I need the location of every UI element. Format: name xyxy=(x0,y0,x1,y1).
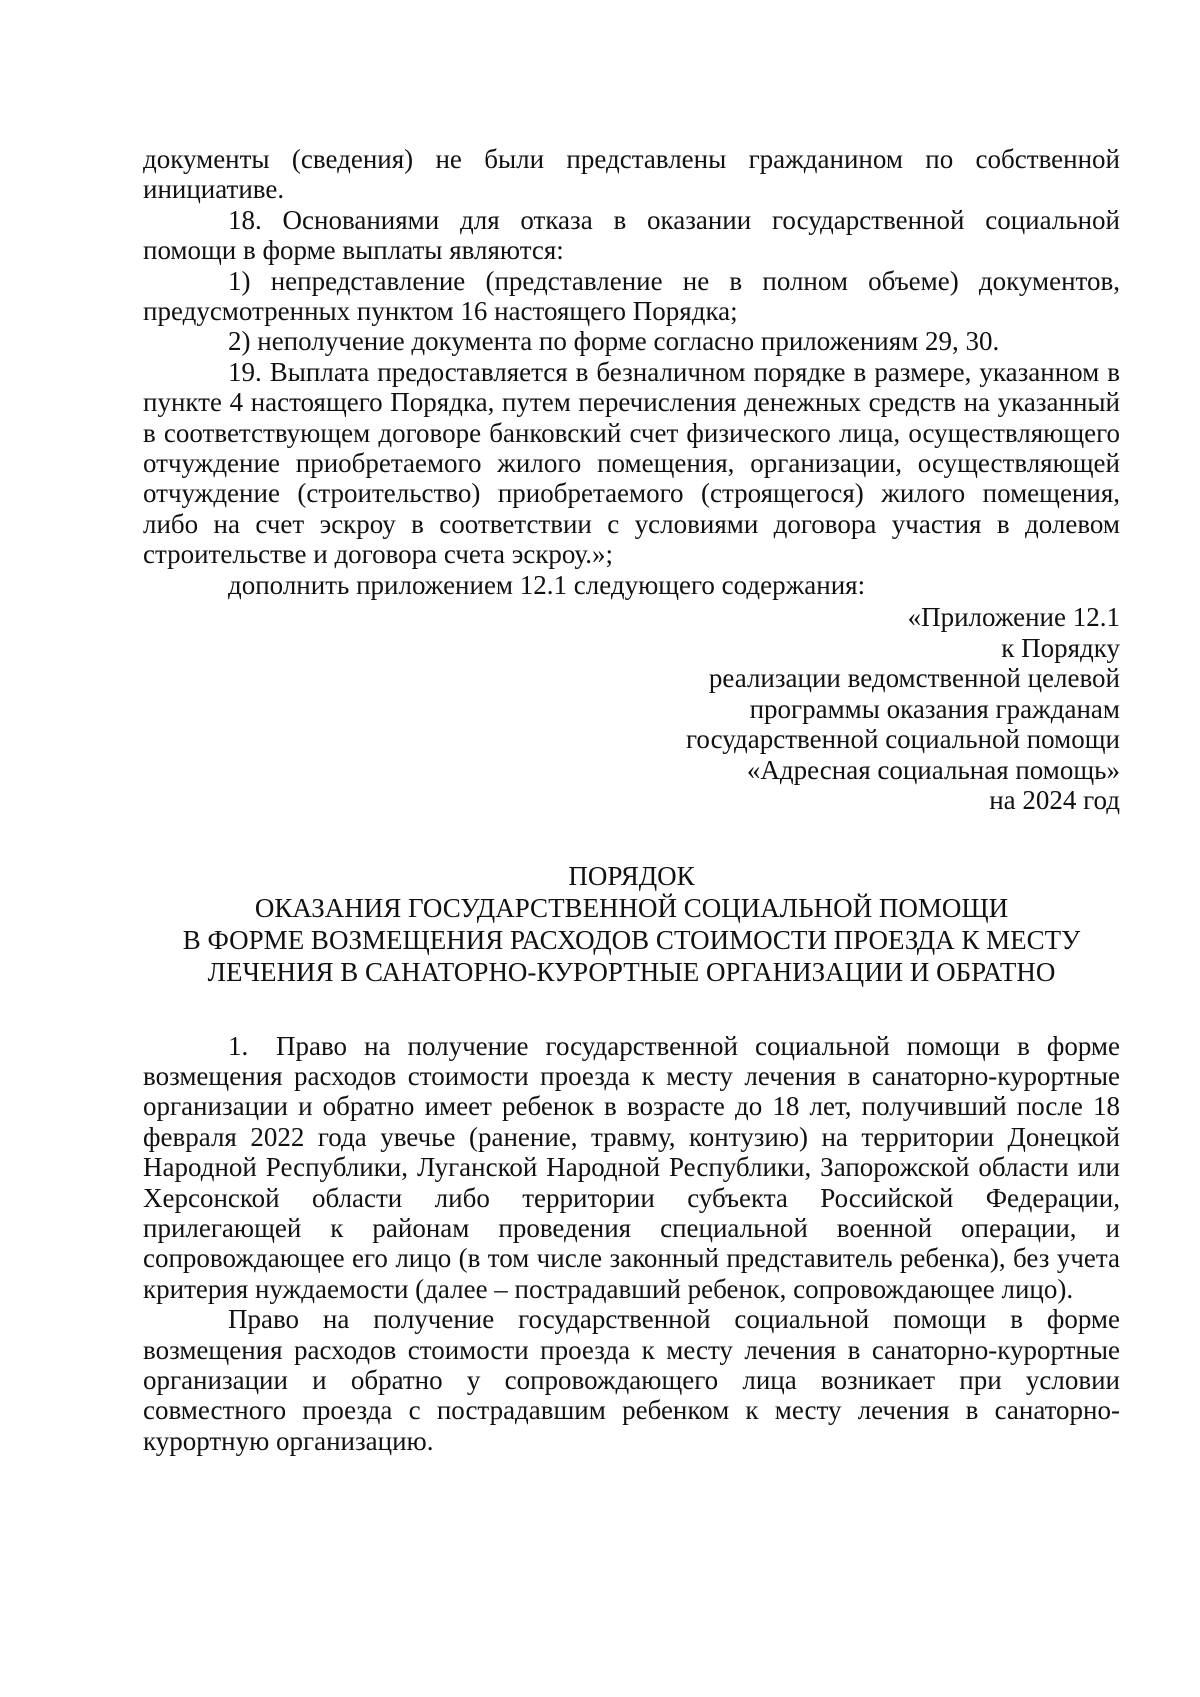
appendix-line: государственной социальной помощи xyxy=(686,724,1120,755)
paragraph-item-19: 19. Выплата предоставляется в безналичном порядке в размере, указанном в пункте 4 настоящего Порядка, путем перечисления денежных средств на указанный в соответствующем договоре банковский счет физического лица, осуществляющего отчуждение приобретаемого жилого помещения, организации, осуществляющей отчуждение (строительство) приобретаемого (строящегося) жилого помещения, либо на счет эскроу в соответствии с условиями договора участия в долевом строительстве и договора счета эскроу.»; xyxy=(143,356,1120,570)
appendix-line: реализации ведомственной целевой xyxy=(708,663,1120,694)
title-line: В ФОРМЕ ВОЗМЕЩЕНИЯ РАСХОДОВ СТОИМОСТИ ПРОЕЗДА К МЕСТУ xyxy=(182,924,1081,955)
title-line: ЛЕЧЕНИЯ В САНАТОРНО-КУРОРТНЫЕ ОРГАНИЗАЦИИ И ОБРАТНО xyxy=(207,956,1056,987)
document-title xyxy=(143,860,1120,988)
paragraph-amendment-intro: дополнить приложением 12.1 следующего содержания: xyxy=(228,569,866,600)
appendix-line: на 2024 год xyxy=(989,785,1120,816)
appendix-line: «Приложение 12.1 xyxy=(907,602,1120,633)
title-line: ПОРЯДОК xyxy=(568,860,695,891)
appendix-header xyxy=(143,602,1120,816)
paragraph-subitem-1: 1) непредставление (представление не в полном объеме) документов, предусмотренных пунктом 16 настоящего Порядка; xyxy=(143,265,1120,327)
paragraph-item-1-continuation: Право на получение государственной социальной помощи в форме возмещения расходов стоимости проезда к месту лечения в санаторно-курортные организации и обратно у сопровождающего лица возникает при условии совместного проезда с пострадавшим ребенком к месту лечения в санаторно-курортную организацию. xyxy=(143,1304,1120,1456)
item-text: Право на получение государственной социальной помощи в форме возмещения расходов стоимости проезда к месту лечения в санаторно-курортные организации и обратно имеет ребенок в возрасте до 18 лет, получивший после 18 февраля 2022 года увечье (ранение, травму, контузию) на территории Донецкой Народной Республики, Луганской Народной Республики, Запорожской области или Херсонской области либо территории субъекта Российской Федерации, прилегающей к районам проведения специальной военной операции, и сопровождающее его лицо (в том числе законный представитель ребенка), без учета критерия нуждаемости (далее – пострадавший ребенок, сопровождающее лицо). xyxy=(143,1030,1120,1304)
paragraph-continuation: документы (сведения) не были представлены гражданином по собственной инициативе. xyxy=(143,144,1120,205)
document-body xyxy=(143,1031,1120,1457)
title-line: ОКАЗАНИЯ ГОСУДАРСТВЕННОЙ СОЦИАЛЬНОЙ ПОМОЩИ xyxy=(254,892,1009,923)
appendix-line: программы оказания гражданам xyxy=(749,693,1120,724)
item-number: 1. xyxy=(228,1030,249,1061)
appendix-line: к Порядку xyxy=(1001,632,1120,663)
paragraph-item-18: 18. Основаниями для отказа в оказании государственной социальной помощи в форме выплаты являются: xyxy=(143,204,1120,266)
appendix-line: «Адресная социальная помощь» xyxy=(746,754,1120,785)
document-page xyxy=(143,144,1120,1456)
paragraph-item-1 xyxy=(143,1031,1120,1305)
paragraph-subitem-2: 2) неполучение документа по форме согласно приложениям 29, 30. xyxy=(228,326,1000,357)
